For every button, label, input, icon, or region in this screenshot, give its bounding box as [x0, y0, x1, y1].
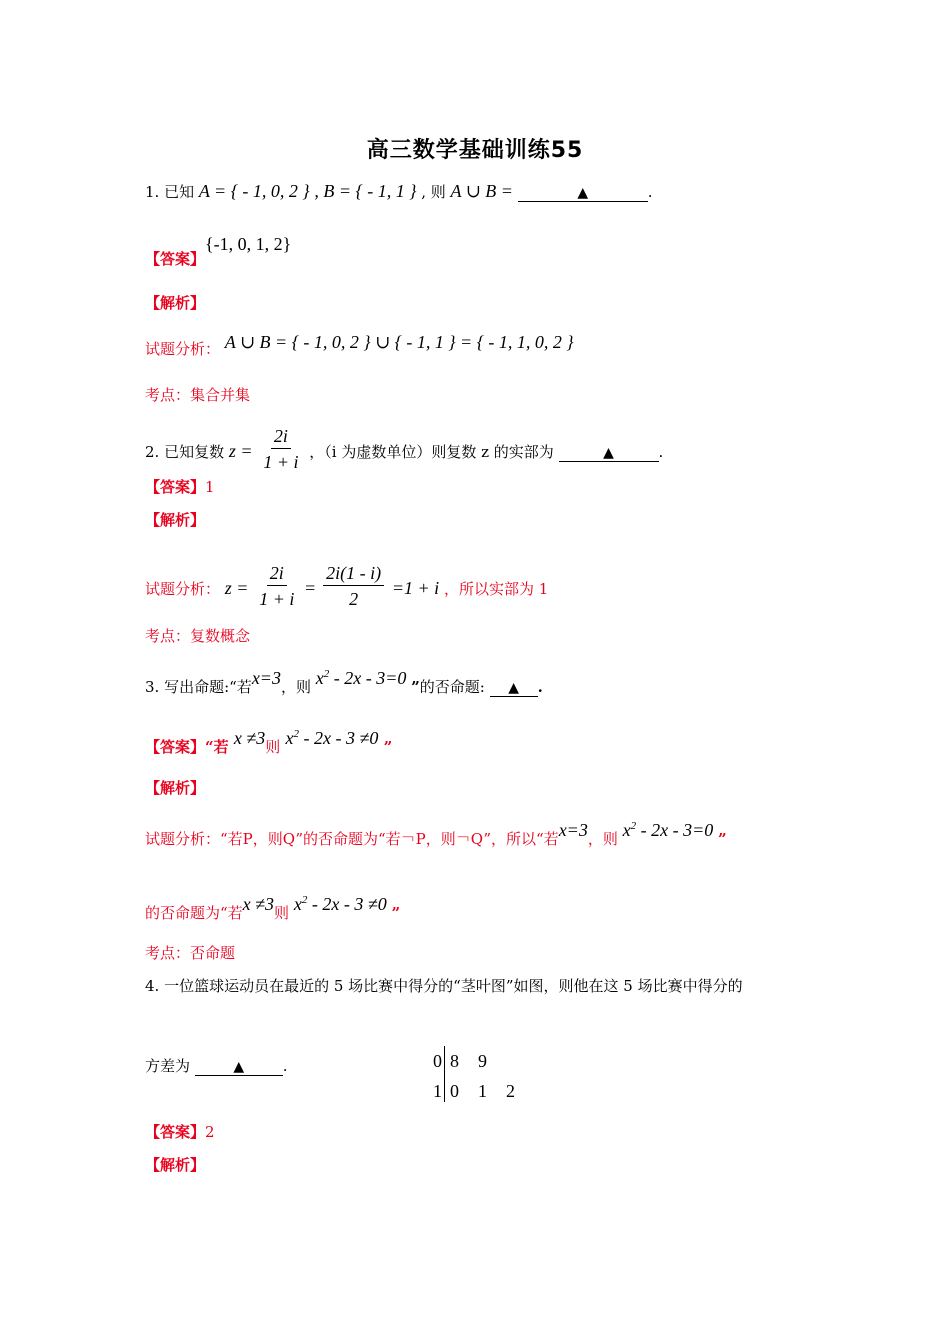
q1-kaodian: 考点：集合并集 — [145, 386, 251, 404]
q1-answer: 【答案】{-1, 0, 1, 2} — [145, 234, 292, 268]
triangle-icon: ▲ — [577, 185, 589, 201]
triangle-icon: ▲ — [233, 1059, 245, 1075]
page-title: 高三数学基础训练55 — [366, 138, 584, 163]
q3-kaodian: 考点：否命题 — [145, 944, 236, 962]
q2-fraction: $\frac{2i}{1 + i}$ — [263, 426, 299, 472]
q1-expr: A ∪ B = — [450, 181, 513, 201]
triangle-icon: ▲ — [508, 680, 520, 696]
stem-leaf-plot — [428, 1046, 534, 1106]
answer-blank[interactable] — [195, 1058, 283, 1076]
q2-analysis: 试题分析： z = $\frac{2i}{1 + i}$ = $\frac{2i(1 - i)}{2}$ =1 + i ，所以实部为 1 — [145, 563, 549, 609]
q1-set-a: A = { - 1, 0, 2 } — [198, 181, 310, 201]
stem-divider — [444, 1046, 445, 1102]
answer-blank[interactable] — [518, 184, 648, 202]
q4-question: 4. 一位篮球运动员在最近的 5 场比赛中得分的“茎叶图”如图，则他在这 5 场比赛中得分的 — [145, 977, 743, 995]
stem-row: 1 0 1 2 — [433, 1081, 515, 1101]
stem-row: 0 8 9 — [433, 1051, 487, 1071]
q1-analysis-label: 【解析】 — [145, 294, 206, 312]
q2-kaodian: 考点：复数概念 — [145, 627, 251, 645]
q1-set-b: , B = { - 1, 1 } — [314, 181, 417, 201]
q3-analysis-1: 试题分析：“若P，则Q”的否命题为“若￢P，则￢Q”，所以“若x=3，则 $x^2 - 2x - 3=0$ ” — [145, 820, 727, 848]
q1-question: 1. 已知 A = { - 1, 0, 2 } , B = { - 1, 1 } , 则 A ∪ B = ▲ . — [145, 181, 653, 201]
answer-blank[interactable] — [490, 679, 538, 697]
answer-blank[interactable] — [559, 444, 659, 462]
q3-answer: 【答案】“若 x ≠3则 $x^2 - 2x - 3 \ne 0$ ” — [145, 728, 393, 756]
q1-answer-value: {-1, 0, 1, 2} — [205, 234, 292, 254]
q2-question: 2. 已知复数 z = $\frac{2i}{1 + i}$ ，（i 为虚数单位）则复数 z 的实部为 ▲ . — [145, 426, 664, 472]
q4-question-2: 方差为 ▲ . — [145, 1057, 288, 1075]
q2-answer-value: 1 — [205, 478, 215, 496]
q4-answer-value: 2 — [205, 1123, 215, 1141]
q3-analysis-2: 的否命题为“若x ≠3则 $x^2 - 2x - 3 \ne 0$ ” — [145, 894, 401, 922]
triangle-icon: ▲ — [603, 445, 614, 461]
q3-question: 3. 写出命题:“若x=3，则 $x^2 - 2x - 3=0$ ”的否命题: ▲ . — [145, 668, 543, 696]
q1-analysis: 试题分析： A ∪ B = { - 1, 0, 2 } ∪ { - 1, 1 } = { - 1, 1, 0, 2 } — [145, 332, 574, 358]
q1-analysis-math: A ∪ B = { - 1, 0, 2 } ∪ { - 1, 1 } = { - 1, 1, 0, 2 } — [224, 332, 574, 352]
q2-analysis-label: 【解析】 — [145, 511, 206, 529]
q2-answer: 【答案】1 — [145, 478, 215, 496]
q4-answer: 【答案】2 — [145, 1123, 215, 1141]
q4-analysis-label: 【解析】 — [145, 1156, 206, 1174]
q3-analysis-label: 【解析】 — [145, 779, 206, 797]
